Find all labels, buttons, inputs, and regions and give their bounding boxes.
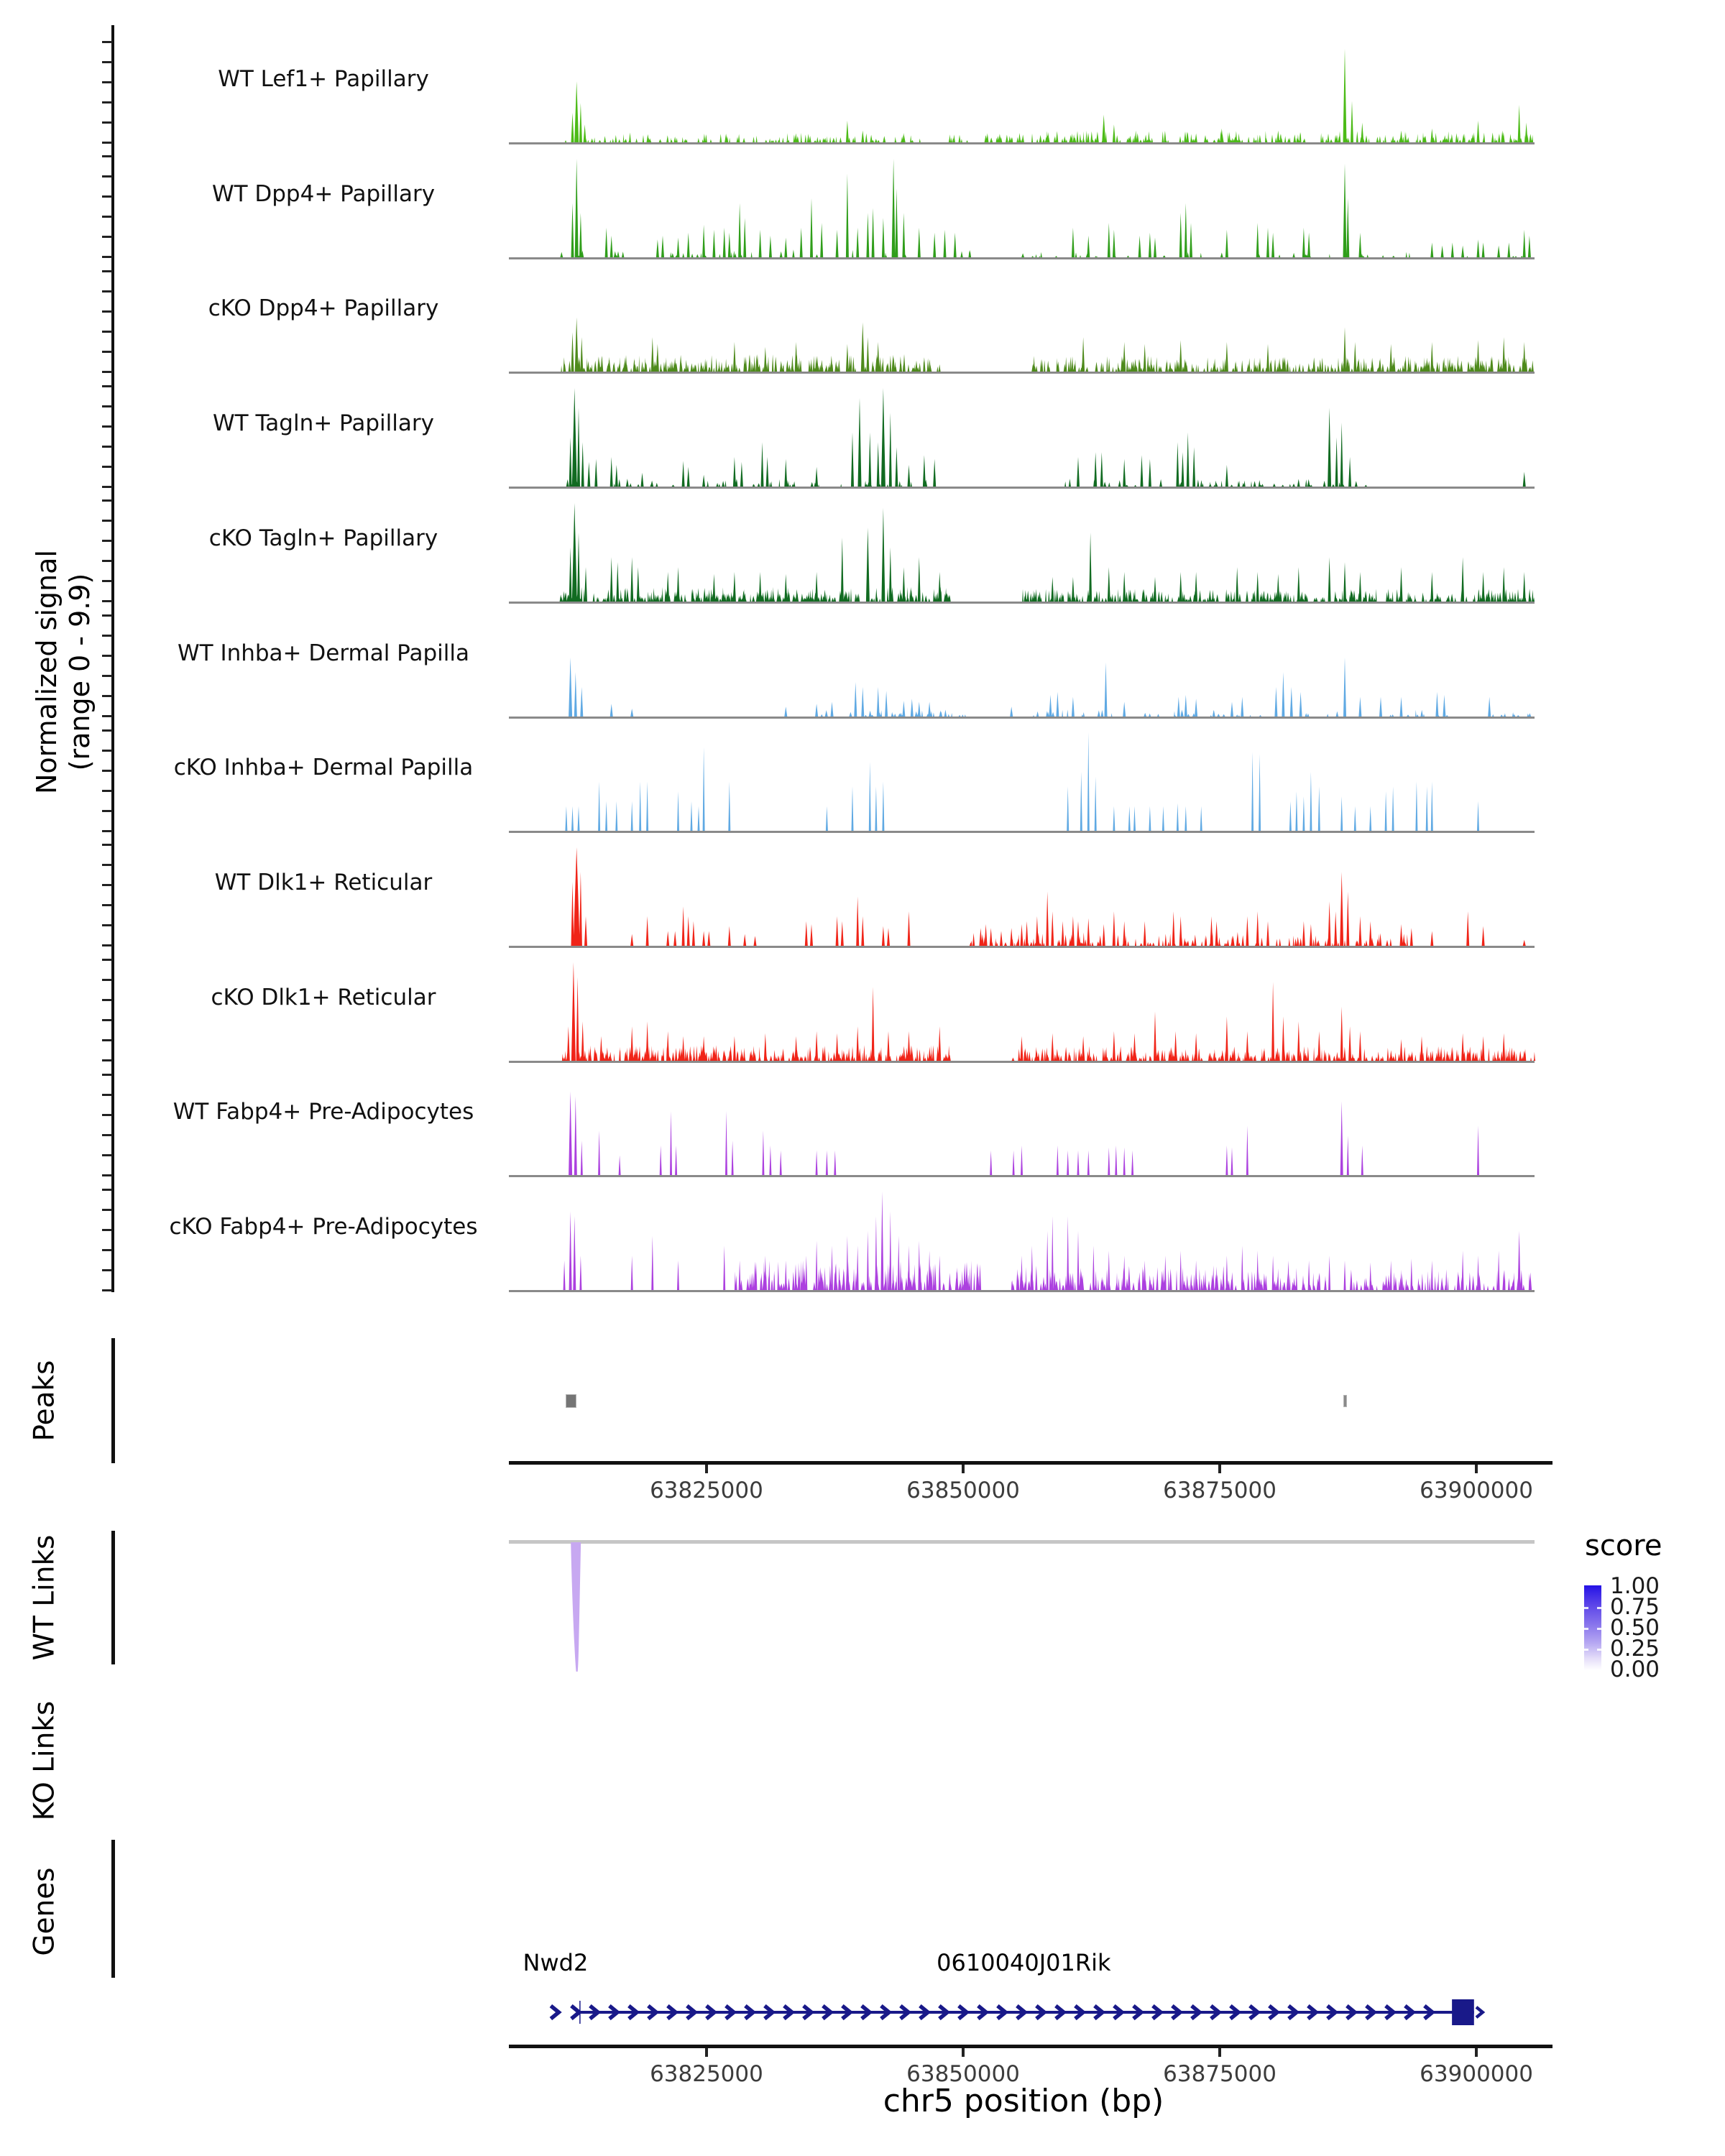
coverage-plot	[509, 386, 1535, 489]
track-baseline	[509, 602, 1535, 604]
gene-strand-arrow	[571, 2006, 579, 2019]
spine-tick	[102, 486, 112, 488]
track-label: cKO Dpp4+ Papillary	[208, 295, 439, 321]
genome-browser-figure: Normalized signal (range 0 - 9.9) WT Lef1+ Papillary WT Dpp4+ Papillary cKO Dpp4+ Papillary WT Tagln+ Papillary cKO Tagln+ Papillary WT Inhba+ Dermal Papilla cKO Inhba+ Dermal Papilla WT Dlk1+ Reticular cKO Dlk1+ Reticular WT Fabp4+ Pre-Adipocytes cKO Fabp4+ Pre-Adipocytes Peaks WT Links KO Links Genes 63825000 63850000 63875000 63900000 score 1.00 0.75 0.50 0.25 0.00 Nwd2 0610040J01Rik 63825000 63850000 63875000 63900000 chr5 position (bp)	[0, 0, 1725, 2156]
track-baseline	[509, 1061, 1535, 1063]
gene-name-label: 0610040J01Rik	[937, 1949, 1111, 1976]
coverage-signal	[565, 732, 1479, 831]
spine-tick	[102, 580, 112, 582]
spine-tick	[102, 351, 112, 353]
genome-axis-tick-label: 63850000	[906, 1478, 1020, 1503]
coverage-signal	[564, 1192, 1532, 1290]
spine-tick	[102, 236, 112, 238]
coverage-signal	[565, 49, 1534, 142]
spine-tick	[102, 290, 112, 292]
genome-axis-tick	[705, 1465, 708, 1473]
track-baseline	[509, 372, 1535, 374]
coverage-plot	[509, 730, 1535, 834]
track-baseline	[509, 1175, 1535, 1177]
genome-axis-tick-label: 63900000	[1420, 2061, 1533, 2087]
peak-interval	[1344, 1396, 1346, 1406]
spine-tick	[102, 466, 112, 468]
genome-axis-tick	[962, 1465, 965, 1473]
score-legend-tick-label: 0.75	[1610, 1594, 1660, 1620]
genome-axis-tick-label: 63875000	[1163, 1478, 1276, 1503]
spine-tick	[102, 405, 112, 407]
spine-tick	[102, 520, 112, 522]
y-axis-title-line1: Normalized signal	[31, 550, 63, 794]
gene-models	[509, 1989, 1535, 2040]
spine-tick	[102, 446, 112, 448]
spine-tick	[102, 385, 112, 387]
genome-axis-lower-line	[509, 2045, 1552, 2048]
spine-tick	[102, 844, 112, 846]
spine-tick	[102, 924, 112, 926]
y-axis-title-line2: (range 0 - 9.9)	[64, 573, 96, 771]
coverage-signal	[571, 847, 1526, 946]
spine-tick	[102, 256, 112, 258]
spine-tick	[102, 864, 112, 866]
genome-axis-tick	[1218, 1465, 1221, 1473]
coverage-plot	[509, 501, 1535, 604]
spine-tick	[102, 695, 112, 697]
spine-tick	[102, 810, 112, 812]
genome-axis-upper-line	[509, 1461, 1552, 1465]
spine-tick	[102, 101, 112, 103]
track-baseline	[509, 142, 1535, 144]
spine-tick	[102, 1269, 112, 1271]
genome-axis-tick-label: 63900000	[1420, 1478, 1533, 1503]
spine-tick	[102, 830, 112, 832]
coverage-plot	[509, 960, 1535, 1064]
coverage-plot	[509, 271, 1535, 374]
spine-tick	[102, 904, 112, 906]
genome-axis-tick	[1475, 2048, 1478, 2057]
track-baseline	[509, 831, 1535, 833]
coverage-signal	[561, 318, 1533, 372]
genome-axis-tick	[1218, 2048, 1221, 2057]
coverage-plot	[509, 157, 1535, 260]
spine-tick	[102, 1094, 112, 1096]
track-baseline	[509, 487, 1535, 489]
coverage-plot	[509, 1189, 1535, 1293]
spine-tick	[102, 61, 112, 63]
spine-tick	[102, 1059, 112, 1061]
wt-links-arcs	[509, 1542, 1535, 1682]
coverage-signal	[560, 159, 1530, 257]
score-legend-tick-label: 0.00	[1610, 1657, 1660, 1682]
spine-tick	[102, 499, 112, 502]
coverage-signal	[569, 658, 1531, 717]
spine-tick	[102, 1039, 112, 1041]
spine-tick	[102, 979, 112, 981]
gene-strand-arrow	[551, 2006, 558, 2019]
coverage-plot	[509, 616, 1535, 719]
track-baseline	[509, 1290, 1535, 1292]
coverage-signal	[566, 388, 1526, 487]
spine-tick	[102, 216, 112, 218]
spine-tick	[102, 560, 112, 562]
track-label: WT Dlk1+ Reticular	[214, 870, 433, 895]
score-legend-tick-label: 0.50	[1610, 1615, 1660, 1641]
genome-axis-tick	[962, 2048, 965, 2057]
gene-name-label: Nwd2	[523, 1949, 589, 1976]
coverage-plot	[509, 1074, 1535, 1178]
track-label: cKO Dlk1+ Reticular	[211, 985, 436, 1010]
genome-axis-tick-label: 63825000	[650, 2061, 763, 2087]
peaks-bracket	[111, 1338, 115, 1463]
wt-links-bracket	[111, 1531, 115, 1664]
track-label: WT Fabp4+ Pre-Adipocytes	[172, 1099, 474, 1125]
score-legend-tick-label: 0.25	[1610, 1636, 1660, 1662]
track-label: WT Tagln+ Papillary	[213, 410, 434, 436]
track-label: WT Inhba+ Dermal Papilla	[178, 640, 469, 666]
spine-tick	[102, 142, 112, 144]
spine-tick	[102, 729, 112, 732]
track-baseline	[509, 257, 1535, 259]
peak-interval	[566, 1395, 576, 1407]
spine-tick	[102, 675, 112, 677]
genome-axis-tick-label: 63875000	[1163, 2061, 1276, 2087]
spine-tick	[102, 959, 112, 961]
spine-tick	[102, 1189, 112, 1191]
spine-tick	[102, 635, 112, 637]
coverage-signal	[562, 962, 1535, 1061]
coverage-signal	[569, 1092, 1479, 1176]
coverage-plot	[509, 42, 1535, 145]
spine-tick	[102, 1174, 112, 1176]
genome-axis-tick	[1475, 1465, 1478, 1473]
spine-tick	[102, 1019, 112, 1021]
spine-tick	[102, 790, 112, 792]
genome-axis-tick-label: 63850000	[906, 2061, 1020, 2087]
genes-bracket	[111, 1840, 115, 1978]
coverage-signal	[560, 503, 1535, 602]
track-baseline	[509, 946, 1535, 948]
track-label: cKO Fabp4+ Pre-Adipocytes	[169, 1214, 478, 1240]
score-legend-notch	[1597, 1649, 1601, 1651]
spine-tick	[102, 750, 112, 752]
spine-tick	[102, 1134, 112, 1136]
spine-tick	[102, 715, 112, 717]
score-legend-notch	[1584, 1607, 1588, 1609]
score-legend-title: score	[1585, 1529, 1662, 1562]
spine-tick	[102, 155, 112, 157]
score-legend-notch	[1584, 1628, 1588, 1630]
spine-tick	[102, 600, 112, 602]
gene-exon-box	[1452, 1999, 1474, 2025]
spine-tick	[102, 331, 112, 333]
track-label: WT Dpp4+ Papillary	[211, 181, 436, 207]
spine-tick	[102, 1249, 112, 1251]
score-legend-tick-label: 1.00	[1610, 1573, 1660, 1599]
coverage-plot	[509, 845, 1535, 949]
track-label: cKO Inhba+ Dermal Papilla	[173, 755, 474, 780]
spine-tick	[102, 1209, 112, 1211]
spine-tick	[102, 1289, 112, 1291]
track-baseline	[509, 717, 1535, 719]
track-label: cKO Tagln+ Papillary	[208, 525, 438, 551]
spine-tick	[102, 614, 112, 617]
score-legend-notch	[1584, 1649, 1588, 1651]
x-axis-title: chr5 position (bp)	[883, 2083, 1164, 2119]
spine-tick	[102, 1154, 112, 1156]
spine-tick	[102, 1074, 112, 1076]
score-legend-notch	[1597, 1628, 1601, 1630]
spine-tick	[102, 121, 112, 124]
track-label: WT Lef1+ Papillary	[218, 66, 429, 92]
genome-axis-tick-label: 63825000	[650, 1478, 763, 1503]
spine-tick	[102, 270, 112, 272]
gene-strand-arrow	[1476, 2007, 1483, 2017]
link-arc	[571, 1542, 581, 1672]
spine-tick	[102, 175, 112, 178]
spine-tick	[102, 371, 112, 373]
spine-tick	[102, 41, 112, 43]
genome-axis-tick	[705, 2048, 708, 2057]
score-legend-notch	[1597, 1607, 1601, 1609]
spine-tick	[102, 944, 112, 946]
